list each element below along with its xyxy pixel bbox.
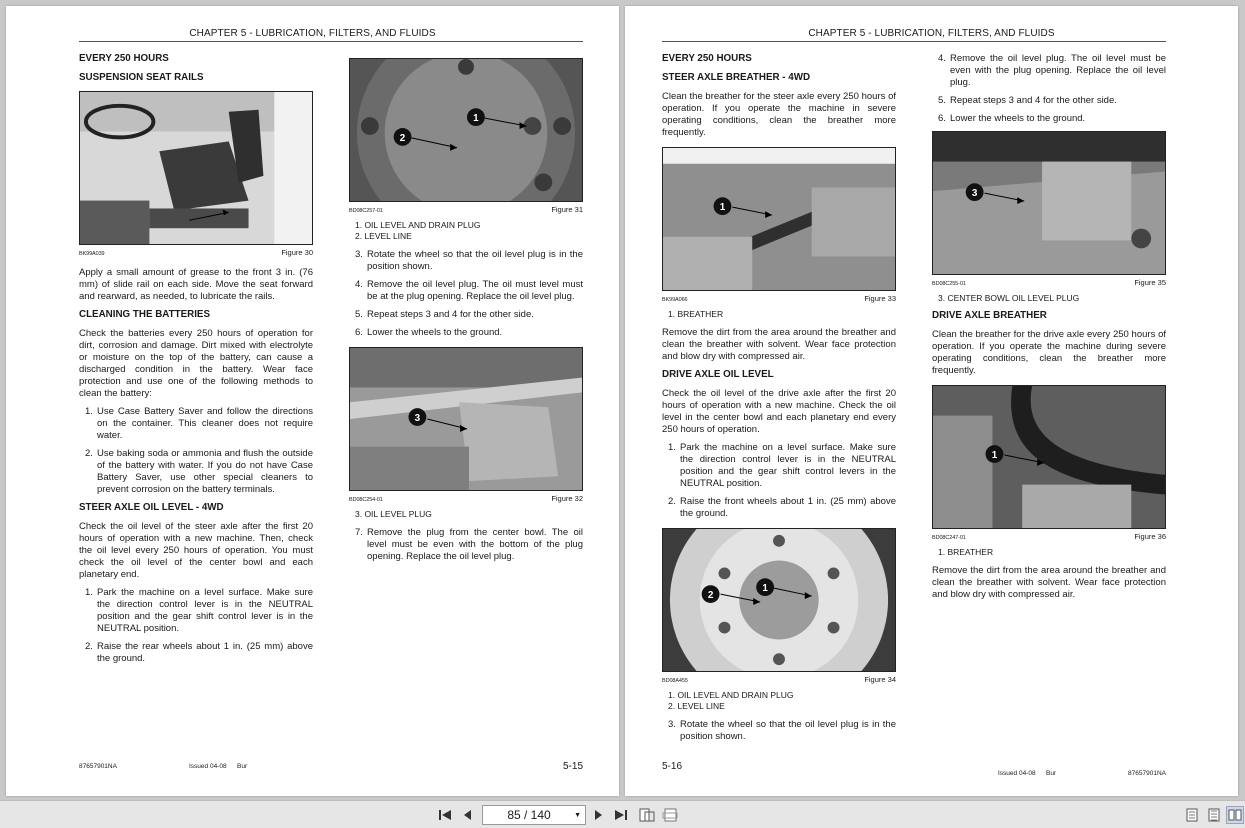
figure-31-hub-image <box>349 58 583 202</box>
section-heading: STEER AXLE BREATHER - 4WD <box>662 72 811 83</box>
legend-item: 1. BREATHER <box>668 309 724 319</box>
drive-axle-steps-list <box>662 442 896 520</box>
figure-label: Figure 36 <box>1134 532 1166 541</box>
list-item: 6. Lower the wheels to the ground. <box>355 327 503 338</box>
chapter-title: CHAPTER 5 - LUBRICATION, FILTERS, AND FLUIDS <box>189 28 436 39</box>
facing-page-view-icon[interactable] <box>1205 806 1223 824</box>
center-bowl-steps-list <box>349 527 583 563</box>
paragraph: Check the oil level of the steer axle after the first 20 hours of operation with a new machine. Then, check the oil level every 250 hours of operation. You must check the oil level of the center bowl and each planetary end. <box>79 521 313 580</box>
figure-label: Figure 30 <box>281 248 313 257</box>
svg-text:2: 2 <box>399 132 406 144</box>
figure-34-caption <box>662 674 896 687</box>
list-item: 1. Park the machine on a level surface. Make sure the direction control lever is in the NEUTRAL position and the gear shift control levers in the NEUTRAL position. <box>668 442 896 489</box>
first-page-icon[interactable] <box>436 806 454 824</box>
figure-33-caption <box>662 293 896 306</box>
figure-code: BK99A039 <box>79 251 105 257</box>
list-item: 3. Rotate the wheel so that the oil level plug is in the position shown. <box>668 719 896 742</box>
figure-code: BD08C255-01 <box>932 281 966 287</box>
wheel-steps-list <box>662 719 896 743</box>
paragraph: Remove the dirt from the area around the breather and clean the breather with solvent. Wear face protection and blow dry with compressed air. <box>662 327 896 362</box>
figure-32-legend <box>355 509 583 520</box>
page-number: 5-16 <box>662 761 683 772</box>
paragraph: Remove the dirt from the area around the breather and clean the breather with solvent. Wear face protection and blow dry with compressed air. <box>932 565 1166 600</box>
figure-36-legend <box>938 547 1166 558</box>
fit-page-icon[interactable] <box>638 806 656 824</box>
section-heading: DRIVE AXLE OIL LEVEL <box>662 369 774 380</box>
document-number: 87657901NA <box>79 763 117 770</box>
paragraph: Check the batteries every 250 hours of operation for dirt, corrosion and damage. Dirt mixed with electrolyte or moisture on the top of the battery, can cause a discharged condition in the battery. Wear face protection and use one of the following methods to clean the battery: <box>79 328 313 399</box>
left-page <box>6 6 619 796</box>
list-item: 2. Raise the rear wheels about 1 in. (25 mm) above the ground. <box>85 641 313 664</box>
figure-31-caption <box>349 204 583 217</box>
legend-item: 3. OIL LEVEL PLUG <box>355 509 432 519</box>
figure-label: Figure 34 <box>864 675 896 684</box>
left-page-column-2 <box>349 58 583 569</box>
figure-36-caption <box>932 531 1166 544</box>
paragraph: Clean the breather for the drive axle every 250 hours of operation. If you operate the machine during severe operating conditions, clean the breather more frequently. <box>932 329 1166 376</box>
document-number: 87657901NA <box>1128 770 1166 777</box>
chevron-down-icon: ▼ <box>574 812 581 819</box>
figure-34-wheel-image <box>662 528 896 672</box>
figure-label: Figure 32 <box>551 494 583 503</box>
figure-34-legend <box>668 690 896 712</box>
svg-text:1: 1 <box>991 450 998 461</box>
page-number-select[interactable] <box>482 805 586 825</box>
svg-text:1: 1 <box>762 583 768 595</box>
legend-item: 1. BREATHER <box>938 547 994 557</box>
legend-item: 3. CENTER BOWL OIL LEVEL PLUG <box>938 293 1080 303</box>
figure-32-caption <box>349 493 583 506</box>
legend-item: 1. OIL LEVEL AND DRAIN PLUG <box>668 690 794 700</box>
svg-text:2: 2 <box>707 590 714 602</box>
section-heading: EVERY 250 HOURS <box>79 53 169 64</box>
page-number: 5-15 <box>562 761 583 772</box>
chapter-title: CHAPTER 5 - LUBRICATION, FILTERS, AND FLUIDS <box>808 28 1055 39</box>
hub-steps-list <box>349 249 583 339</box>
list-item: 4. Remove the oil level plug. The oil level must be even with the plug opening. Replace the oil level plug. <box>938 53 1166 88</box>
list-item: 5. Repeat steps 3 and 4 for the other side. <box>355 309 534 320</box>
right-page <box>625 6 1238 796</box>
figure-30-seat-image <box>79 91 313 245</box>
previous-page-icon[interactable] <box>458 806 476 824</box>
figure-label: Figure 33 <box>864 294 896 303</box>
figure-30-caption <box>79 247 313 260</box>
figure-33-legend <box>668 309 896 320</box>
two-page-view-icon[interactable] <box>1226 806 1244 824</box>
figure-31-legend <box>355 220 583 242</box>
svg-text:3: 3 <box>414 412 421 424</box>
battery-steps-list <box>79 406 313 496</box>
language-code: Bur <box>237 763 248 770</box>
header-rule <box>79 41 583 42</box>
list-item: 1. Park the machine on a level surface. Make sure the direction control lever is in the NEUTRAL position and the gear shift control lever is in the NEUTRAL position. <box>85 587 313 634</box>
next-page-icon[interactable] <box>590 806 608 824</box>
svg-text:3: 3 <box>971 188 978 200</box>
section-heading: SUSPENSION SEAT RAILS <box>79 72 204 83</box>
list-item: 7. Remove the plug from the center bowl. The oil level must be even with the bottom of the plug opening. Replace the oil level plug. <box>355 527 583 562</box>
legend-item: 2. LEVEL LINE <box>355 231 412 241</box>
legend-item: 1. OIL LEVEL AND DRAIN PLUG <box>355 220 481 230</box>
oil-plug-steps-list <box>932 53 1166 125</box>
list-item: 2. Use baking soda or ammonia and flush the outside of the battery with water. If you do not have Case Battery Saver, use other special cleaners to prevent corrosion on the battery terminals. <box>85 448 313 495</box>
list-item: 1. Use Case Battery Saver and follow the directions on the container. This cleaner does not require water. <box>85 406 313 441</box>
figure-label: Figure 31 <box>551 205 583 214</box>
figure-32-axle-image <box>349 347 583 491</box>
figure-35-legend <box>938 293 1166 304</box>
figure-code: BD08A455 <box>662 678 688 684</box>
page-footer <box>79 763 583 770</box>
section-heading: DRIVE AXLE BREATHER <box>932 310 1047 321</box>
paragraph: Apply a small amount of grease to the front 3 in. (76 mm) of slide rail on each side. Move the seat forward and rearward, as needed, to lubricate the rails. <box>79 267 313 302</box>
section-heading: EVERY 250 HOURS <box>662 53 752 64</box>
right-page-column-2 <box>932 53 1166 607</box>
figure-code: BD08C257-01 <box>349 208 383 214</box>
figure-36-breather-image <box>932 385 1166 529</box>
right-page-column-1 <box>662 51 896 749</box>
figure-code: BD08C247-01 <box>932 535 966 541</box>
figure-35-caption <box>932 277 1166 290</box>
figure-code: BK99A066 <box>662 297 688 303</box>
figure-35-center-bowl-image <box>932 131 1166 275</box>
page-indicator: 85 / 140 <box>507 808 551 822</box>
header-rule <box>662 41 1166 42</box>
language-code: Bur <box>1046 770 1057 777</box>
single-page-view-icon[interactable] <box>1183 806 1201 824</box>
issue-date: Issued 04-08 <box>189 763 227 770</box>
left-page-column-1 <box>79 51 313 671</box>
section-heading: STEER AXLE OIL LEVEL - 4WD <box>79 502 224 513</box>
list-item: 6. Lower the wheels to the ground. <box>938 113 1086 124</box>
list-item: 3. Rotate the wheel so that the oil level plug is in the position shown. <box>355 249 583 272</box>
figure-33-breather-image <box>662 147 896 291</box>
svg-text:1: 1 <box>719 202 726 214</box>
fit-width-icon[interactable] <box>661 806 679 824</box>
last-page-icon[interactable] <box>612 806 630 824</box>
paragraph: Clean the breather for the steer axle every 250 hours of operation. If you operate the machine in severe operating conditions, clean the breather more frequently. <box>662 91 896 138</box>
list-item: 4. Remove the oil level plug. The oil must level must be at the plug opening. Replace the oil level plug. <box>355 279 583 302</box>
svg-text:1: 1 <box>473 113 479 125</box>
paragraph: Check the oil level of the drive axle after the first 20 hours of operation with a new machine. Check the oil level in the center bowl and each planetary end every 250 hours of operation. <box>662 388 896 435</box>
section-heading: CLEANING THE BATTERIES <box>79 309 210 320</box>
figure-label: Figure 35 <box>1134 278 1166 287</box>
legend-item: 2. LEVEL LINE <box>668 701 725 711</box>
list-item: 5. Repeat steps 3 and 4 for the other side. <box>938 95 1117 106</box>
issue-date: Issued 04-08 <box>998 770 1036 777</box>
steer-axle-steps-list <box>79 587 313 665</box>
viewer-toolbar <box>0 800 1245 828</box>
list-item: 2. Raise the front wheels about 1 in. (25 mm) above the ground. <box>668 496 896 519</box>
figure-code: BD08C254-01 <box>349 497 383 503</box>
